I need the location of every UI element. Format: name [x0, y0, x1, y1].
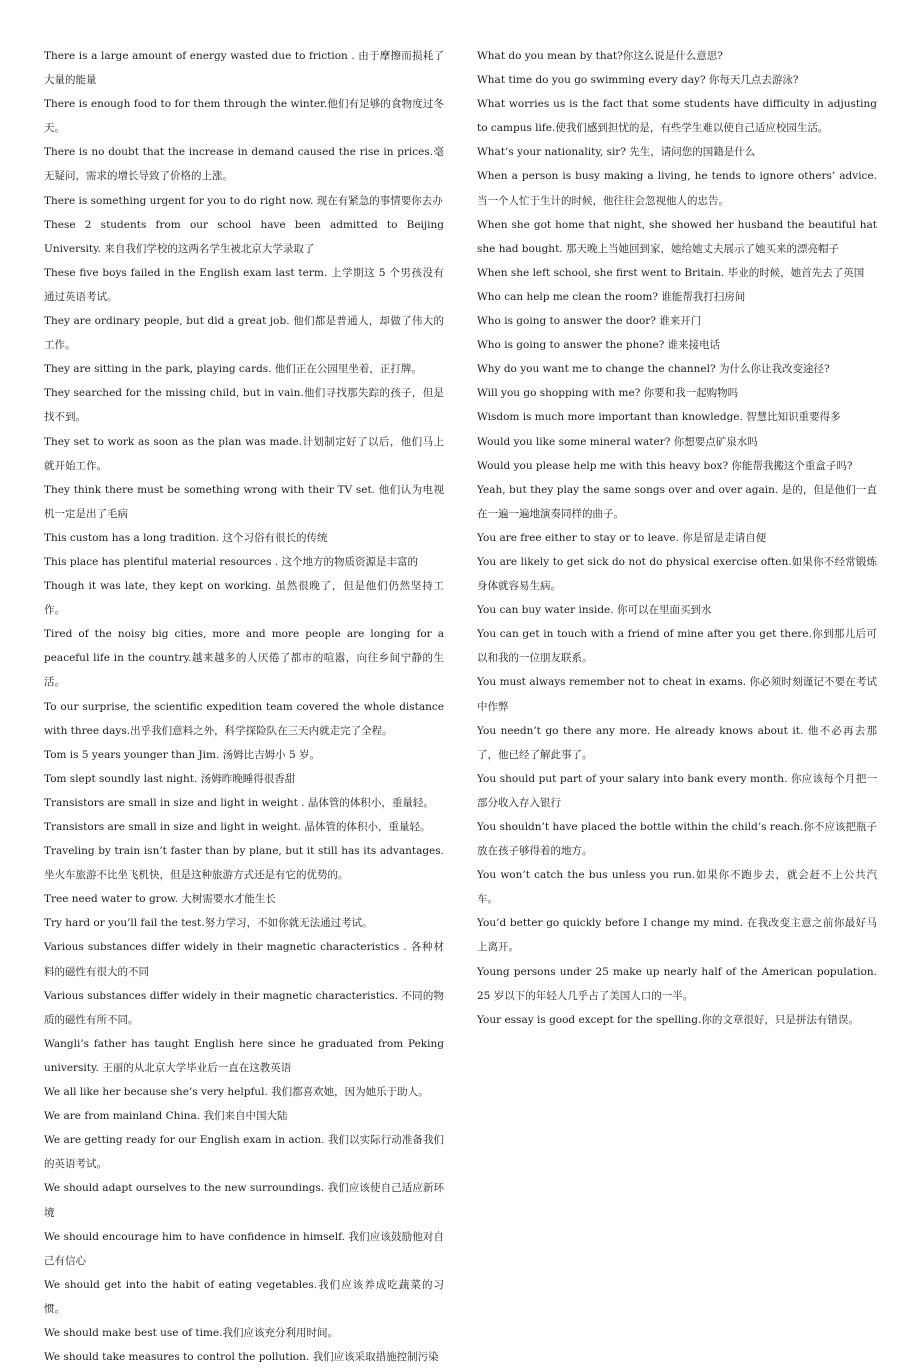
sentence-entry: You are free either to stay or to leave. 你是留是走请自便	[477, 531, 767, 544]
sentence-entry: They think there must be something wrong with their TV set. 他们认为电视机一定是出了毛病	[44, 483, 444, 520]
sentence-entry: You won’t catch the bus unless you run.如果你不跑步去，就会赶不上公共汽车。	[477, 869, 877, 906]
sentence-entry: You shouldn’t have placed the bottle within the child’s reach.你不应该把瓶子放在孩子够得着的地方。	[477, 821, 877, 858]
sentence-entry: They searched for the missing child, but in vain.他们寻找那失踪的孩子，但是找不到。	[44, 387, 444, 424]
sentence-entry: What do you mean by that?你这么说是什么意思?	[477, 50, 723, 62]
sentence-entry: This place has plentiful material resources . 这个地方的物质资源是丰富的	[44, 555, 419, 568]
sentence-entry: Yeah, but they play the same songs over and over again. 是的，但是他们一直在一遍一遍地演奏同样的曲子。	[477, 483, 877, 520]
sentence-entry: What’s your nationality, sir? 先生，请问您的国籍是什么	[477, 146, 756, 159]
sentence-entry: Though it was late, they kept on working. 虽然很晚了，但是他们仍然坚持工作。	[44, 580, 444, 617]
sentence-entry: We are from mainland China. 我们来自中国大陆	[44, 1110, 288, 1123]
sentence-entry: When a person is busy making a living, he tends to ignore others’ advice.当一个人忙于生计的时候，他往往会忽视他人的忠告。	[477, 170, 877, 207]
sentence-entry: There is a large amount of energy wasted due to friction . 由于摩擦而损耗了大量的能量	[44, 50, 444, 87]
sentence-entry: They are ordinary people, but did a great job. 他们都是普通人，却做了伟大的工作。	[44, 315, 444, 352]
sentence-entry: You needn’t go there any more. He already knows about it. 他不必再去那了，他已经了解此事了。	[477, 724, 877, 761]
sentence-entry: When she left school, she first went to Britain. 毕业的时候，她首先去了英国	[477, 266, 865, 279]
sentence-entry: To our surprise, the scientific expedition team covered the whole distance with three days.出乎我们意料之外，科学探险队在三天内就走完了全程。	[44, 700, 444, 737]
sentence-entry: You can buy water inside. 你可以在里面买到水	[477, 604, 712, 617]
sentence-entry: You should put part of your salary into bank every month. 你应该每个月把一部分收入存入银行	[477, 772, 877, 809]
sentence-entry: Will you go shopping with me? 你要和我一起购物吗	[477, 387, 739, 400]
sentence-entry: There is enough food to for them through the winter.他们有足够的食物度过冬天。	[44, 98, 444, 135]
sentence-entry: These five boys failed in the English exam last term. 上学期这 5 个男孩没有通过英语考试。	[44, 266, 444, 303]
sentence-entry: We should encourage him to have confidence in himself. 我们应该鼓励他对自己有信心	[44, 1230, 444, 1267]
sentence-entry: They set to work as soon as the plan was made.计划制定好了以后，他们马上就开始工作。	[44, 435, 444, 472]
sentence-entry: You’d better go quickly before I change my mind. 在我改变主意之前你最好马上离开。	[477, 917, 877, 954]
sentence-entry: There is something urgent for you to do right now. 现在有紧急的事情要你去办	[44, 194, 443, 207]
sentence-entry: Transistors are small in size and light in weight. 晶体管的体积小，重量轻。	[44, 821, 431, 833]
sentence-entry: Why do you want me to change the channel? 为什么你让我改变途径?	[477, 363, 830, 376]
sentence-entry: We should get into the habit of eating vegetables.我们应该养成吃蔬菜的习惯。	[44, 1278, 444, 1315]
sentence-entry: Who is going to answer the door? 谁来开门	[477, 315, 702, 328]
sentence-entry: We should adapt ourselves to the new surroundings. 我们应该使自己适应新环境	[44, 1182, 444, 1219]
sentence-entry: Various substances differ widely in their magnetic characteristics . 各种材料的磁性有很大的不同	[44, 941, 444, 978]
left-column	[44, 44, 444, 1369]
sentence-entry: Tom is 5 years younger than Jim. 汤姆比吉姆小 5 岁。	[44, 748, 321, 761]
sentence-entry: When she got home that night, she showed her husband the beautiful hat she had bought. 那天晚上当她回到家，她给她丈夫展示了她买来的漂亮帽子	[477, 218, 877, 255]
sentence-entry: We are getting ready for our English exam in action. 我们以实际行动准备我们的英语考试。	[44, 1134, 444, 1171]
sentence-entry: We should make best use of time.我们应该充分利用时间。	[44, 1326, 338, 1339]
sentence-entry: Try hard or you’ll fail the test.努力学习，不如你就无法通过考试。	[44, 917, 373, 930]
sentence-entry: Tired of the noisy big cities, more and more people are longing for a peaceful life in the country.越来越多的人厌倦了都市的喧嚣，向往乡间宁静的生活。	[44, 628, 444, 689]
sentence-entry: You can get in touch with a friend of mine after you get there.你到那儿后可以和我的一位朋友联系。	[477, 628, 877, 665]
sentence-entry: Tom slept soundly last night. 汤姆昨晚睡得很香甜	[44, 772, 296, 785]
sentence-entry: Traveling by train isn’t faster than by plane, but it still has its advantages. 坐火车旅游不比坐飞机快，但是这种旅游方式还是有它的优势的。	[44, 845, 444, 882]
sentence-entry: You must always remember not to cheat in exams. 你必须时刻谨记不要在考试中作弊	[477, 676, 877, 713]
sentence-entry: There is no doubt that the increase in demand caused the rise in prices.毫无疑问，需求的增长导致了价格的上涨。	[44, 146, 444, 183]
sentence-entry: Tree need water to grow. 大树需要水才能生长	[44, 893, 276, 906]
sentence-entry: Wangli’s father has taught English here since he graduated from Peking university. 王丽的从北京大学毕业后一直在这教英语	[44, 1037, 444, 1074]
sentence-entry: Wisdom is much more important than knowledge. 智慧比知识重要得多	[477, 411, 841, 424]
sentence-entry: Would you please help me with this heavy box? 你能帮我搬这个重盒子吗?	[477, 459, 853, 472]
sentence-entry: Would you like some mineral water? 你想要点矿泉水吗	[477, 435, 758, 448]
sentence-entry: These 2 students from our school have been admitted to Beijing University. 来自我们学校的这两名学生被北京大学录取了	[44, 218, 444, 255]
right-column	[477, 44, 877, 1032]
sentence-entry: Your essay is good except for the spelling.你的文章很好，只是拼法有错误。	[477, 1013, 859, 1026]
sentence-entry: What worries us is the fact that some students have difficulty in adjusting to campus life.使我们感到担忧的是，有些学生难以使自己适应校园生活。	[477, 98, 877, 135]
sentence-entry: Various substances differ widely in their magnetic characteristics. 不同的物质的磁性有所不同。	[44, 989, 444, 1026]
sentence-entry: What time do you go swimming every day? 你每天几点去游泳?	[477, 74, 799, 87]
sentence-entry: We all like her because she’s very helpful. 我们都喜欢她，因为她乐于助人。	[44, 1086, 429, 1099]
sentence-entry: This custom has a long tradition. 这个习俗有很长的传统	[44, 531, 328, 544]
sentence-entry: You are likely to get sick do not do physical exercise often.如果你不经常锻炼身体就容易生病。	[477, 555, 877, 593]
sentence-entry: Who can help me clean the room? 谁能帮我打扫房间	[477, 290, 746, 303]
sentence-entry: Young persons under 25 make up nearly half of the American population. 25 岁以下的年轻人几乎占了美国人口的一半。	[477, 965, 877, 1002]
sentence-entry: They are sitting in the park, playing cards. 他们正在公园里坐着，正打牌。	[44, 363, 422, 376]
sentence-entry: We should take measures to control the pollution. 我们应该采取措施控制污染	[44, 1351, 439, 1364]
sentence-entry: Transistors are small in size and light in weight . 晶体管的体积小，重量轻。	[44, 796, 434, 809]
sentence-entry: Who is going to answer the phone? 谁来接电话	[477, 339, 721, 352]
